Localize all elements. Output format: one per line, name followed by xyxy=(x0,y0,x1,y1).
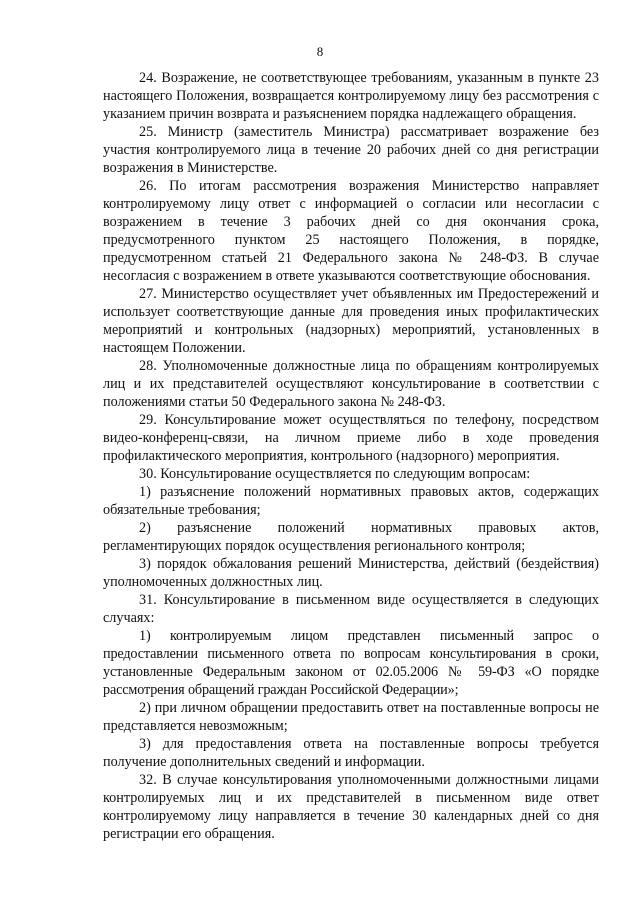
paragraph-31-item-1: 1) контролируемым лицом представлен письменный запрос о предоставлении письменного ответа по вопросам консультирования в сроки, установленные Федеральным законом от 02.05.2006 № 59-ФЗ «О порядке рассмотрения обращений граждан Российской Федерации»; xyxy=(103,628,599,698)
paragraph-32: 32. В случае консультирования уполномоченными должностными лицами контролируемых лиц и их представителей в письменном виде ответ контролируемому лицу направляется в течение 30 календарных дней со дня регистрации его обращения. xyxy=(103,772,599,842)
paragraph-31: 31. Консультирование в письменном виде осуществляется в следующих случаях: xyxy=(103,592,599,626)
paragraph-30-item-3: 3) порядок обжалования решений Министерства, действий (бездействия) уполномоченных должностных лиц. xyxy=(103,556,599,590)
document-body xyxy=(103,69,599,843)
paragraph-24: 24. Возражение, не соответствующее требованиям, указанным в пункте 23 настоящего Положения, возвращается контролируемому лицу без рассмотрения с указанием причин возврата и разъяснением порядка надлежащего обращения. xyxy=(103,70,599,122)
paragraph-28: 28. Уполномоченные должностные лица по обращениям контролируемых лиц и их представителей осуществляют консультирование в соответствии с положениями статьи 50 Федерального закона № 248-ФЗ. xyxy=(103,358,599,410)
paragraph-31-item-2: 2) при личном обращении предоставить ответ на поставленные вопросы не представляется невозможным; xyxy=(103,700,599,734)
paragraph-31-item-3: 3) для предоставления ответа на поставленные вопросы требуется получение дополнительных сведений и информации. xyxy=(103,736,599,770)
paragraph-30: 30. Консультирование осуществляется по следующим вопросам: xyxy=(139,466,531,482)
page-number: 8 xyxy=(316,44,324,59)
paragraph-26: 26. По итогам рассмотрения возражения Министерство направляет контролируемому лицу ответ с информацией о согласии или несогласии с возражением в течение 3 рабочих дней со дня окончания срока, предусмотренного пунктом 25 настоящего Положения, в порядке, предусмотренном статьей 21 Федерального закона № 248-ФЗ. В случае несогласия с возражением в ответе указываются соответствующие обоснования. xyxy=(103,178,599,284)
paragraph-29: 29. Консультирование может осуществляться по телефону, посредством видео-конференц-связи, на личном приеме либо в ходе проведения профилактического мероприятия, контрольного (надзорного) мероприятия. xyxy=(103,412,599,464)
paragraph-30-item-2: 2) разъяснение положений нормативных правовых актов, регламентирующих порядок осуществления регионального контроля; xyxy=(103,520,599,554)
paragraph-27: 27. Министерство осуществляет учет объявленных им Предостережений и использует соответствующие данные для проведения иных профилактических мероприятий и контрольных (надзорных) мероприятий, установленных в настоящем Положении. xyxy=(103,286,599,356)
paragraph-30-item-1: 1) разъяснение положений нормативных правовых актов, содержащих обязательные требования; xyxy=(103,484,599,518)
paragraph-25: 25. Министр (заместитель Министра) рассматривает возражение без участия контролируемого лица в течение 20 рабочих дней со дня регистрации возражения в Министерстве. xyxy=(103,124,599,176)
